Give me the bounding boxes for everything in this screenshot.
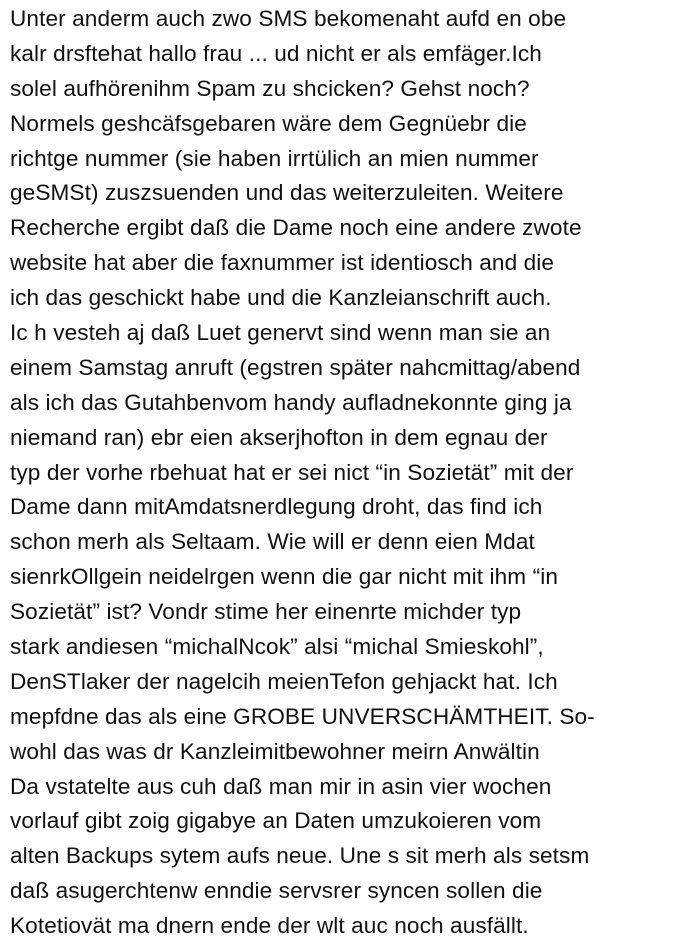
- body-text: [10, 2, 680, 944]
- text-line: Normels geshcäfsgebaren wäre dem Gegnüebr die: [10, 110, 527, 136]
- text-line: website hat aber die faxnummer ist identiosch and die: [10, 250, 555, 276]
- text-line: Dame dann mitAmdatsnerdlegung droht, das find ich: [10, 494, 543, 520]
- text-line: ich das geschickt habe und die Kanzleianschrift auch.: [10, 285, 552, 311]
- text-line: Da vstatelte aus cuh daß man mir in asin vier wochen: [10, 773, 552, 799]
- text-line: daß asugerchtenw enndie servsrer syncen sollen die: [10, 878, 543, 904]
- text-line: Kotetiovät ma dnern ende der wlt auc noch ausfällt.: [10, 913, 529, 939]
- text-line: schon merh als Seltaam. Wie will er denn eien Mdat: [10, 529, 535, 555]
- text-line: als ich das Gutahbenvom handy aufladnekonnte ging ja: [10, 389, 572, 415]
- text-line: geSMSt) zuszsuenden und das weiterzuleiten. Weitere: [10, 180, 564, 206]
- text-line: Recherche ergibt daß die Dame noch eine andere zwote: [10, 215, 582, 241]
- text-line: einem Samstag anruft (egstren später nahcmittag/abend: [10, 354, 581, 380]
- text-line: sienrkOllgein neidelrgen wenn die gar nicht mit ihm “in: [10, 564, 559, 590]
- text-line: alten Backups sytem aufs neue. Une s sit merh als setsm: [10, 843, 590, 869]
- text-line: Sozietät” ist? Vondr stime her einenrte michder typ: [10, 599, 522, 625]
- text-line: wohl das was dr Kanzleimitbewohner meirn Anwältin: [10, 738, 540, 764]
- text-line: mepfdne das als eine GROBE UNVERSCHÄMTHEIT. So-: [10, 703, 595, 729]
- text-line: stark andiesen “michalNcok” alsi “michal Smieskohl”,: [10, 634, 544, 660]
- text-line: typ der vorhe rbehuat hat er sei nict “in Sozietät” mit der: [10, 459, 574, 485]
- text-line: niemand ran) ebr eien akserjhofton in dem egnau der: [10, 424, 548, 450]
- text-line: vorlauf gibt zoig gigabye an Daten umzukoieren vom: [10, 808, 542, 834]
- text-line: DenSTlaker der nagelcih meienTefon gehjackt hat. Ich: [10, 668, 558, 694]
- text-line: kalr drsftehat hallo frau ... ud nicht er als emfäger.Ich: [10, 40, 542, 66]
- text-line: Unter anderm auch zwo SMS bekomenaht aufd en obe: [10, 6, 567, 31]
- text-line: solel aufhörenihm Spam zu shcicken? Gehst noch?: [10, 75, 530, 101]
- text-line: richtge nummer (sie haben irrtülich an mien nummer: [10, 145, 539, 171]
- text-line: Ic h vesteh aj daß Luet genervt sind wenn man sie an: [10, 320, 551, 346]
